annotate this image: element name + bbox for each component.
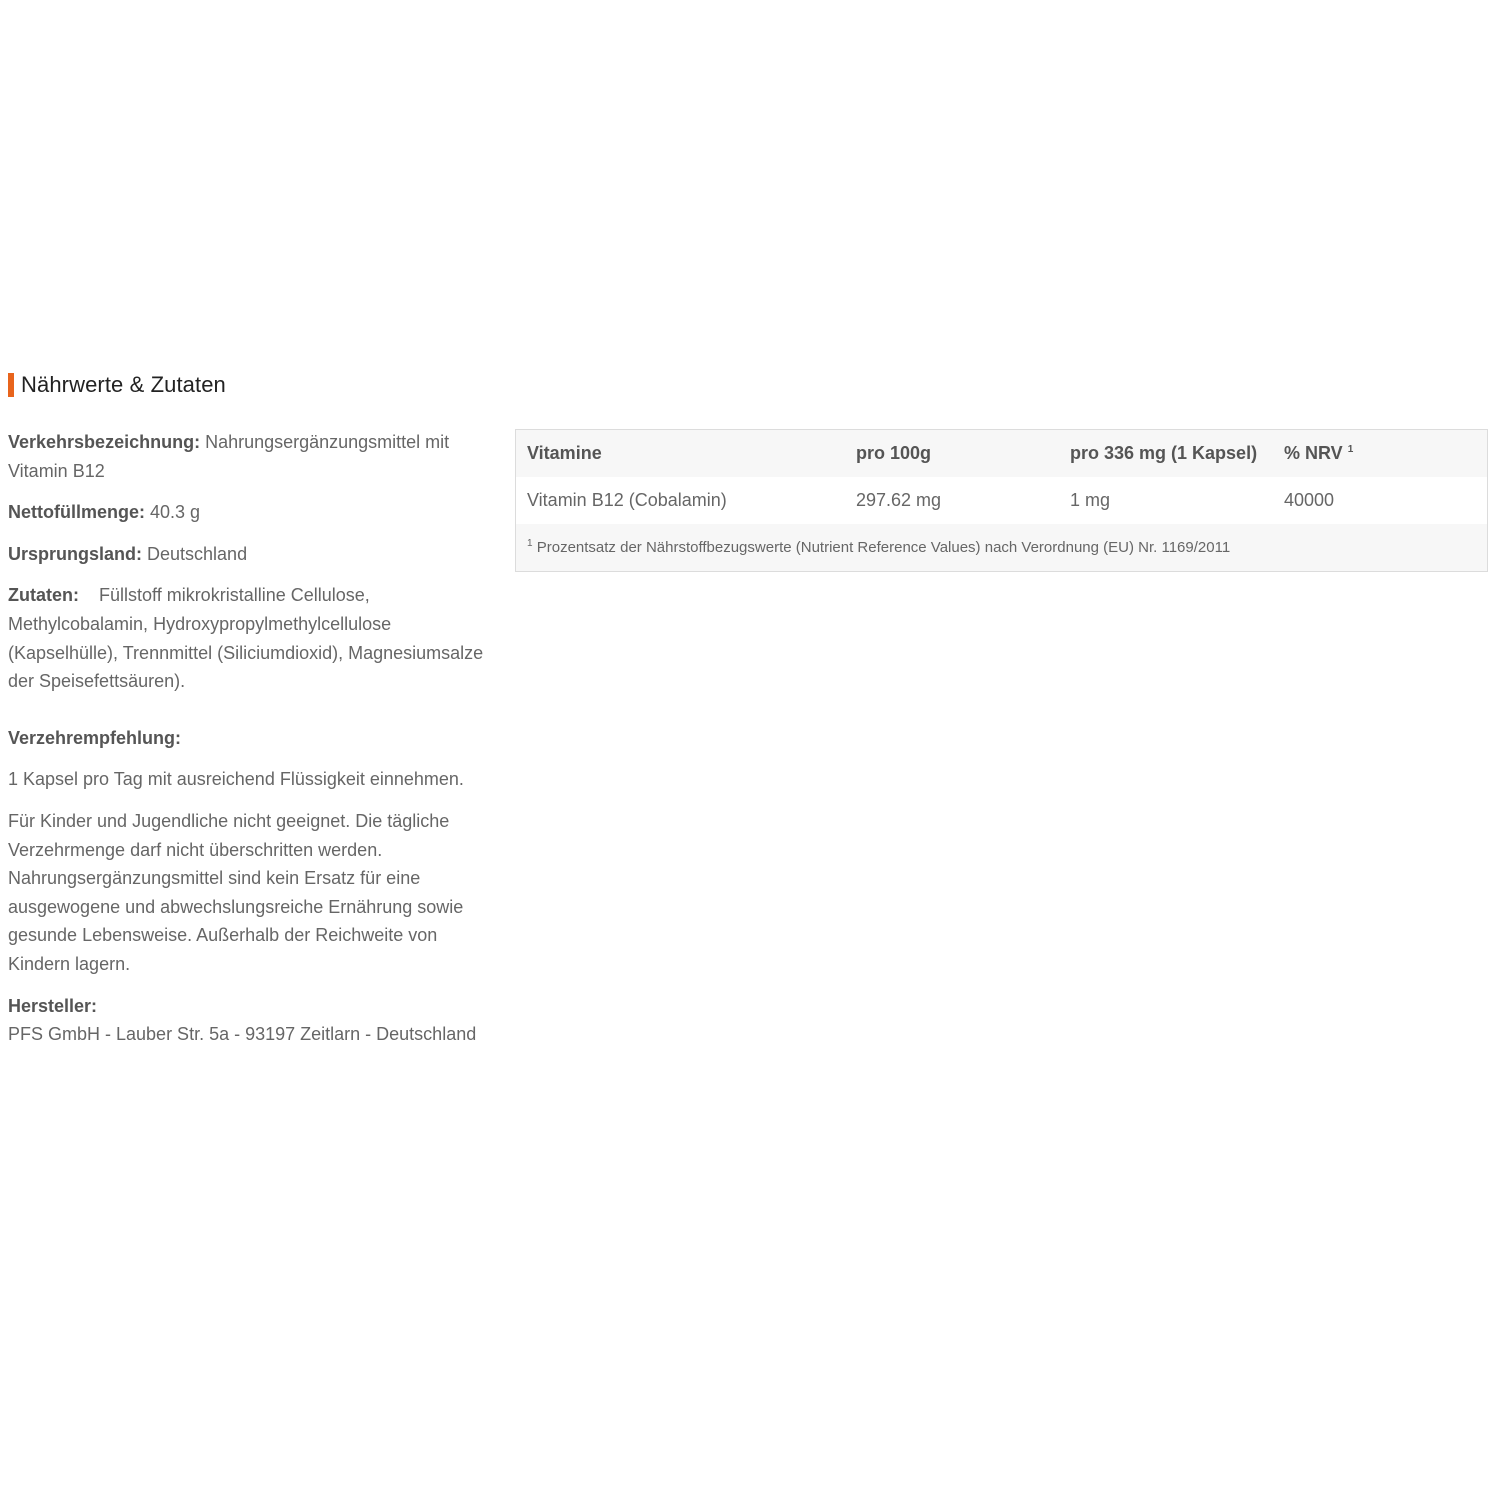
table-header-row <box>516 430 1488 478</box>
row-nrv: 40000 <box>1284 490 1335 510</box>
table-row <box>516 477 1488 524</box>
ursprungsland-value: Deutschland <box>142 543 248 564</box>
nettofuellmenge-label: Nettofüllmenge: <box>8 502 145 523</box>
hersteller-value: PFS GmbH - Lauber Str. 5a - 93197 Zeitlarn - Deutschland <box>8 1024 477 1045</box>
verkehrsbezeichnung-value: Nahrungsergänzungsmittel mit Vitamin B12 <box>8 432 450 481</box>
section-title: Nährwerte & Zutaten <box>21 372 226 397</box>
nettofuellmenge <box>8 498 498 527</box>
zutaten-label: Zutaten: <box>8 585 79 606</box>
row-pro-kapsel: 1 mg <box>1070 490 1111 510</box>
header-vitamine: Vitamine <box>527 443 602 463</box>
hersteller-label: Hersteller: <box>8 995 98 1016</box>
row-pro-100g: 297.62 mg <box>856 490 942 510</box>
footnote-text: Prozentsatz der Nährstoffbezugswerte (Nutrient Reference Values) nach Verordnung (EU) Nr. 1169/2011 <box>532 539 1231 556</box>
header-pro-100g: pro 100g <box>856 443 932 463</box>
header-nrv <box>1273 430 1488 478</box>
verkehrsbezeichnung <box>8 428 498 485</box>
header-nrv-label: % NRV <box>1284 443 1343 463</box>
footnote-mark: 1 <box>527 538 533 549</box>
table-footnote-row <box>516 524 1488 572</box>
header-nrv-footnote-mark: 1 <box>1347 444 1354 455</box>
verzehrempfehlung-text: 1 Kapsel pro Tag mit ausreichend Flüssigkeit einnehmen. <box>8 769 464 790</box>
table-footnote <box>516 524 1488 572</box>
zutaten <box>8 581 498 695</box>
hersteller <box>8 992 498 1049</box>
zutaten-value: Füllstoff mikrokristalline Cellulose, Methylcobalamin, Hydroxypropylmethylcellulose (Kapselhülle), Trennmittel (Siliciumdioxid), Magnesiumsalze der Speisefettsäuren). <box>8 585 489 692</box>
ursprungsland-label: Ursprungsland: <box>8 543 143 564</box>
nettofuellmenge-value: 40.3 g <box>145 502 201 523</box>
header-pro-kapsel: pro 336 mg (1 Kapsel) <box>1070 443 1258 463</box>
verzehrempfehlung-heading <box>8 724 498 753</box>
nutrition-table <box>515 429 1488 572</box>
heading-accent-bar <box>8 373 14 397</box>
product-info <box>8 428 498 1049</box>
section-heading <box>8 372 226 398</box>
ursprungsland <box>8 540 498 569</box>
verkehrsbezeichnung-label: Verkehrsbezeichnung: <box>8 432 201 452</box>
warnhinweise: Für Kinder und Jugendliche nicht geeignet. Die tägliche Verzehrmenge darf nicht überschritten werden. Nahrungsergänzungsmittel sind kein Ersatz für eine ausgewogene und abwechslungsreiche Ernährung sowie gesunde Lebensweise. Außerhalb der Reichweite von Kindern lagern. <box>8 810 464 974</box>
verzehrempfehlung-label: Verzehrempfehlung: <box>8 727 182 748</box>
row-vitamin-name: Vitamin B12 (Cobalamin) <box>527 490 727 510</box>
